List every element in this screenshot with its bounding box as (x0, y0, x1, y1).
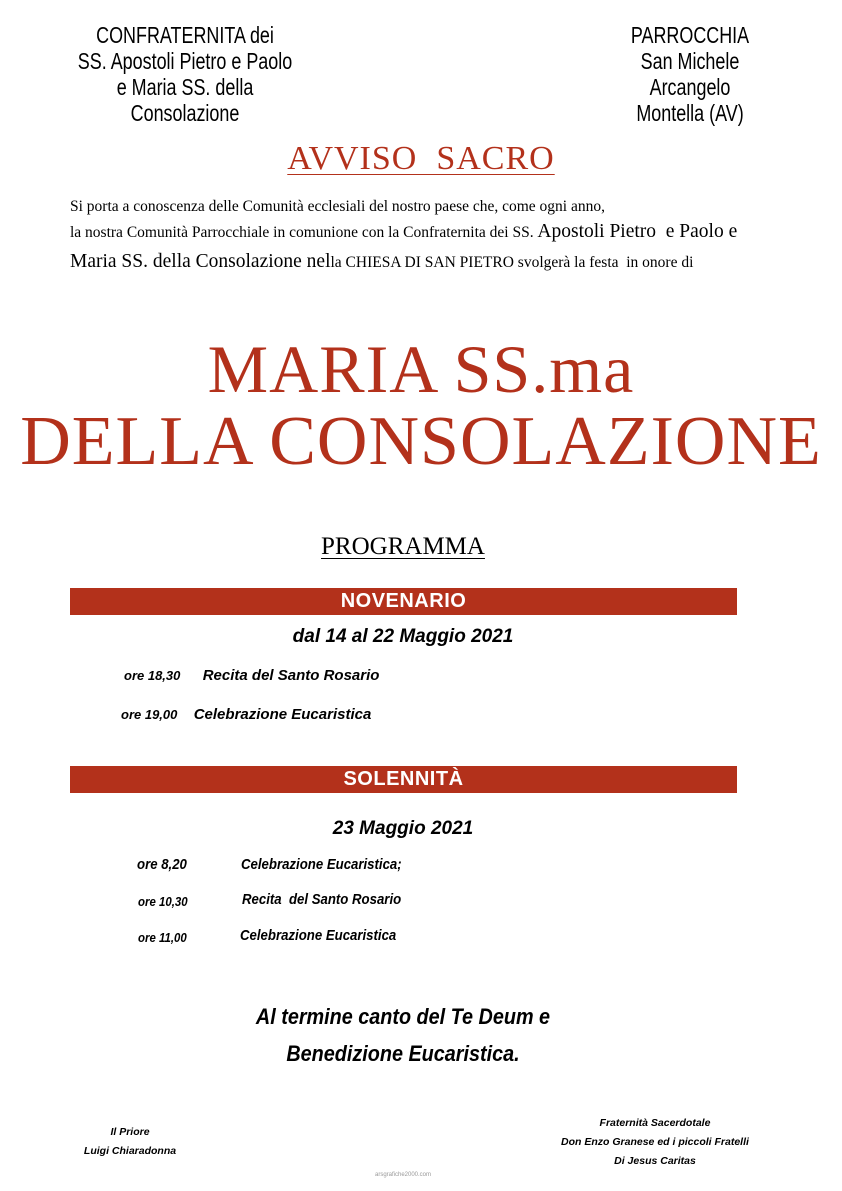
solennita-item-1 (137, 856, 187, 873)
header-right-line-1: PARROCCHIA (630, 22, 750, 48)
main-title-line-1: MARIA SS.ma (207, 331, 635, 407)
novenario-item-2 (121, 706, 371, 723)
novenario-bar: NOVENARIO (70, 588, 737, 615)
signature-left-line-2: Luigi Chiaradonna (83, 1145, 177, 1157)
notice-line-2 (70, 220, 770, 245)
signature-left-line-1: Il Priore (110, 1126, 150, 1138)
notice-line-1: Si porta a conoscenza delle Comunità ecclesiali del nostro paese che, come ogni anno, (70, 198, 605, 215)
solennita-item-3-desc: Celebrazione Eucaristica (240, 927, 397, 944)
solennita-item-2 (138, 893, 188, 910)
solennita-item-2-time: ore 10,30 (138, 894, 188, 909)
notice-line-3-b: la CHIESA DI SAN PIETRO svolgerà la festa in onore di (330, 254, 694, 271)
program-heading-text: PROGRAMMA (321, 533, 485, 560)
solennita-item-2-desc: Recita del Santo Rosario (242, 891, 402, 908)
notice-line-3-a: Maria SS. della Consolazione nel (70, 251, 331, 272)
signature-right-line-1: Fraternità Sacerdotale (599, 1117, 711, 1129)
solennita-bar: SOLENNITÀ (70, 766, 737, 793)
novenario-dates: dal 14 al 22 Maggio 2021 (292, 626, 514, 647)
footer-watermark: arsgrafiche2000.com (374, 1172, 432, 1178)
notice-line-2-a: la nostra Comunità Parrocchiale in comunione con la Confraternita dei SS. (70, 224, 534, 241)
novenario-item-2-desc: Celebrazione Eucaristica (193, 706, 372, 723)
notice-heading (0, 140, 842, 178)
notice-line-2-b: Apostoli Pietro e Paolo e (533, 221, 738, 242)
signature-right-line-2: Don Enzo Granese ed i piccoli Fratelli (561, 1136, 749, 1148)
header-parrocchia (600, 22, 779, 126)
novenario-item-1-time: ore 18,30 (124, 668, 181, 683)
main-title-line-2: DELLA CONSOLAZIONE (20, 403, 822, 480)
signature-right-line-3: Di Jesus Caritas (614, 1155, 696, 1167)
header-left-line-3: e Maria SS. della Consolazione (116, 74, 254, 126)
header-right-line-2: San Michele Arcangelo (640, 48, 740, 100)
header-confraternita (72, 22, 298, 126)
solennita-item-3-time: ore 11,00 (138, 930, 187, 945)
solennita-item-1-desc: Celebrazione Eucaristica; (241, 856, 402, 873)
program-heading (0, 533, 806, 561)
solennita-item-1-time: ore 8,20 (137, 856, 187, 873)
closing-line-1: Al termine canto del Te Deum e (255, 1004, 551, 1029)
novenario-item-2-time: ore 19,00 (121, 707, 178, 722)
solennita-item-3 (138, 929, 187, 946)
header-left-line-2: SS. Apostoli Pietro e Paolo (77, 48, 293, 74)
novenario-item-1-desc: Recita del Santo Rosario (202, 667, 380, 684)
signature-fraternita (540, 1114, 770, 1171)
notice-line-3 (70, 250, 770, 275)
signature-priore (40, 1123, 220, 1161)
closing-line-2: Benedizione Eucaristica. (286, 1041, 520, 1066)
header-right-line-3: Montella (AV) (636, 100, 744, 126)
notice-heading-text: AVVISO SACRO (287, 140, 555, 177)
header-left-line-1: CONFRATERNITA dei (96, 22, 274, 48)
novenario-item-1 (124, 667, 379, 684)
solennita-date: 23 Maggio 2021 (332, 818, 474, 839)
